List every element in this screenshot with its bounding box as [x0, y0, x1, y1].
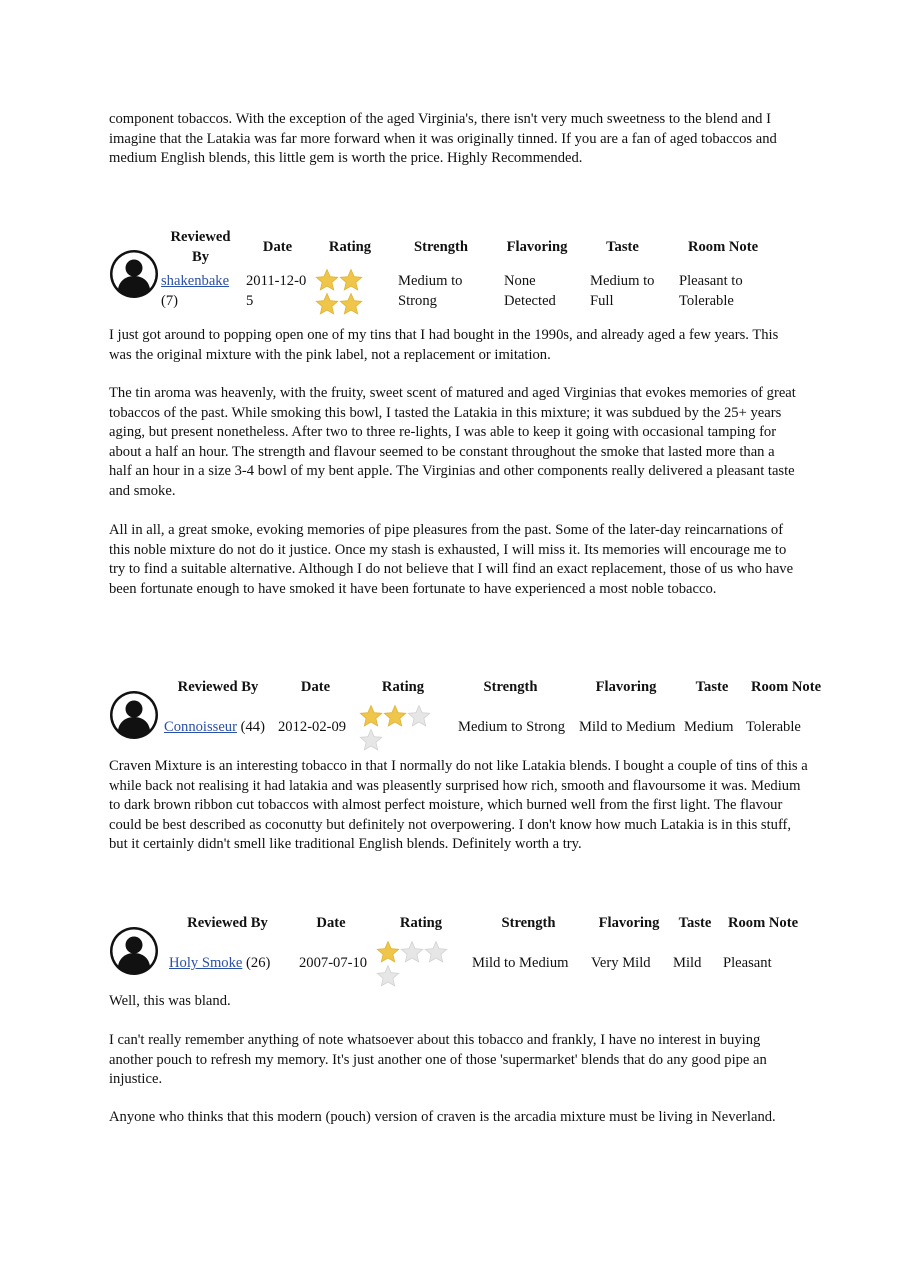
star-filled-icon [339, 268, 363, 292]
rating-cell [373, 936, 469, 992]
strength-value: Mild to Medium [472, 955, 569, 972]
taste-value: Medium to Full [590, 273, 655, 309]
review-table [166, 912, 806, 992]
header-rating: Rating [328, 239, 372, 256]
flavoring-value: Very Mild [591, 955, 651, 972]
room-note-value: Tolerable [746, 719, 801, 736]
star-filled-icon [315, 268, 339, 292]
reviewer-count: (26) [246, 955, 271, 972]
star-filled-icon [376, 940, 400, 964]
header-flavoring: Flavoring [506, 239, 568, 256]
flavoring-value: None Detected [504, 273, 556, 309]
star-filled-icon [339, 292, 363, 316]
header-rating: Rating [381, 679, 425, 696]
reviewer-count: (7) [161, 293, 179, 309]
reviewer-cell [161, 700, 275, 756]
room-note-value: Pleasant to Tolerable [679, 273, 743, 309]
header-flavoring: Flavoring [595, 679, 657, 696]
header-taste: Taste [678, 915, 712, 932]
reviewer-cell [158, 268, 243, 316]
header-date: Date [300, 679, 331, 696]
header-room-note: Room Note [687, 239, 759, 256]
star-empty-icon [359, 728, 383, 752]
header-reviewed-by: Reviewed By [170, 229, 231, 265]
review-date: 2012-02-09 [278, 719, 347, 736]
star-filled-icon [315, 292, 339, 316]
star-empty-icon [376, 964, 400, 988]
avatar-icon [109, 249, 159, 299]
room-note-value: Pleasant [723, 955, 772, 972]
header-date: Date [262, 239, 293, 256]
avatar-icon [109, 690, 159, 740]
header-reviewed-by: Reviewed By [177, 679, 259, 696]
rating-cell [356, 700, 450, 756]
reviewer-cell [166, 936, 289, 992]
taste-value: Medium [684, 719, 734, 736]
header-reviewed-by: Reviewed By [187, 915, 268, 932]
rating-stars [315, 268, 363, 316]
rating-cell [312, 268, 388, 316]
avatar-icon [109, 926, 159, 976]
header-strength: Strength [483, 679, 538, 696]
header-room-note: Room Note [750, 679, 822, 696]
review-table [161, 676, 829, 756]
star-empty-icon [407, 704, 431, 728]
reviewer-link[interactable]: Holy Smoke [169, 955, 243, 972]
review-table [158, 228, 781, 316]
header-room-note: Room Note [727, 915, 799, 932]
review-paragraph: Well, this was bland. [109, 993, 231, 1009]
header-strength: Strength [413, 239, 469, 256]
review-paragraph: Anyone who thinks that this modern (pouch) version of craven is the arcadia mixture must be living in Neverland. [109, 1109, 776, 1125]
header-taste: Taste [695, 679, 729, 696]
review-date: 2007-07-10 [299, 955, 368, 972]
header-flavoring: Flavoring [598, 915, 660, 932]
header-taste: Taste [606, 239, 639, 256]
strength-value: Medium to Strong [458, 719, 566, 736]
intro-paragraph: component tobaccos. With the exception of the aged Virginia's, there isn't very much sweetness to the blend and I imagine that the Latakia was far more forward when it was originally tinned. If you are a fan of aged tobaccos and medium English blends, this little gem is worth the price. Highly Recommended. [109, 111, 777, 167]
rating-stars [376, 940, 448, 988]
header-rating: Rating [399, 915, 443, 932]
reviewer-count: (44) [240, 719, 265, 736]
reviewer-link[interactable]: shakenbake [161, 273, 230, 290]
review-paragraph: Craven Mixture is an interesting tobacco in that I normally do not like Latakia blends. I bought a couple of tins of this a while back not realising it had latakia and was pleasently surprised how rich, smooth and flavoursome it was. Medium to dark brown ribbon cut tobaccos with almost perfect moisture, which burned well from the first light. The flavour could be best described as coconutty but definitely not overpowering. I don't know how much Latakia is in this stuff, but it certainly didn't smell like traditional English blends. Definitely worth a try. [109, 758, 808, 853]
review-paragraph: The tin aroma was heavenly, with the fruity, sweet scent of matured and aged Virginias that evokes memories of great tobaccos of the past. While smoking this bowl, I tasted the Latakia in this mixture; it was subdued by the 25+ years aging, but present nonetheless. After two to three re-lights, I was able to keep it going with occasional tamping for about a half an hour. The strength and flavour seemed to be constant throughout the smoke that lasted more than a half an hour in a size 3-4 bowl of my bent apple. The Virginias and other components really delivered a pleasant taste and smoke. [109, 385, 796, 499]
header-strength: Strength [501, 915, 556, 932]
star-filled-icon [383, 704, 407, 728]
rating-stars [359, 704, 431, 752]
review-paragraph: All in all, a great smoke, evoking memories of pipe pleasures from the past. Some of the later-day reincarnations of this noble mixture do not do it justice. Once my stash is exhausted, I will miss it. Its memories will encourage me to try to find a suitable alternative. Although I do not believe that I will find an exact replacement, those of us who have been fortunate enough to have smoked it have been fortunate to have experienced a most noble tobacco. [109, 522, 794, 597]
review-paragraph: I can't really remember anything of note whatsoever about this tobacco and frankly, I have no interest in buying another pouch to refresh my memory. It's just another one of those 'supermarket' blends that do any good pipe an injustice. [109, 1032, 767, 1088]
star-empty-icon [400, 940, 424, 964]
taste-value: Mild [673, 955, 702, 972]
star-filled-icon [359, 704, 383, 728]
review-paragraph: I just got around to popping open one of my tins that I had bought in the 1990s, and already aged a few years. This was the original mixture with the pink label, not a replacement or imitation. [109, 327, 779, 363]
flavoring-value: Mild to Medium [579, 719, 676, 736]
review-date: 2011-12-05 [246, 273, 307, 309]
strength-value: Medium to Strong [398, 273, 463, 309]
star-empty-icon [424, 940, 448, 964]
header-date: Date [316, 915, 346, 932]
reviewer-link[interactable]: Connoisseur [164, 719, 237, 736]
